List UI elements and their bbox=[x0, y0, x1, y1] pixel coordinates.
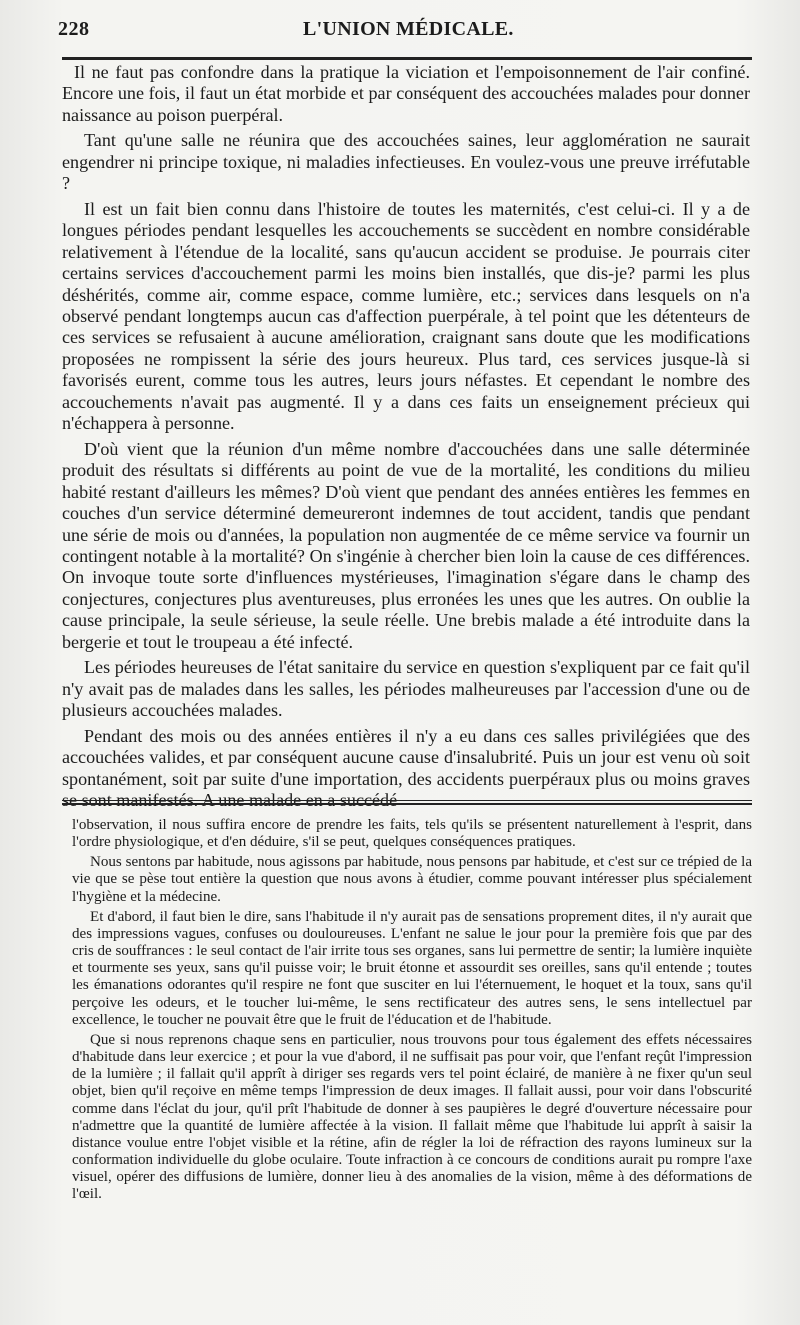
feuilleton-paragraph: l'observation, il nous suffira encore de prendre les faits, tels qu'ils se présentent naturellement à l'esprit, dans l'ordre physiologique, et d'en déduire, s'il se peut, quelques conséquences pratiques. bbox=[72, 817, 752, 851]
main-paragraph: Les périodes heureuses de l'état sanitaire du service en question s'expliquent par ce fait qu'il n'y avait pas de malades dans les salles, les périodes malheureuses par l'accession d'une ou de plusieurs accouchées malades. bbox=[62, 657, 750, 721]
feuilleton-text-block bbox=[72, 817, 752, 1206]
header-rule bbox=[62, 57, 752, 60]
main-paragraph: Il est un fait bien connu dans l'histoire de toutes les maternités, c'est celui-ci. Il y a de longues périodes pendant lesquelles les accouchements se succèdent en nombre considérable relativement à l'étendue de la localité, sans qu'aucun accident se produise. Je pourrais citer certains services d'accouchement parmi les moins bien installés, que dis-je? parmi les plus déshérités, comme air, comme espace, comme lumière, etc.; services dans lesquels on n'a observé pendant longtemps aucun cas d'affection puerpérale, à tel point que les détenteurs de ces services se refusaient à aucune amélioration, craignant sans doute que les modifications proposées ne rompissent la série des jours heureux. Plus tard, ces services jusque-là si favorisés eurent, comme tous les autres, leurs jours néfastes. Et cependant le nombre des accouchements n'avait pas augmenté. Il y a dans ces faits un enseignement précieux qui n'échappera à personne. bbox=[62, 198, 750, 434]
feuilleton-paragraph: Nous sentons par habitude, nous agissons par habitude, nous pensons par habitude, et c'est sur ce trépied de la vie que se pèse tout entière la question que nous avons à étudier, comme pouvant intéresser plus spécialement l'hygiène et la médecine. bbox=[72, 854, 752, 905]
main-paragraph: Tant qu'une salle ne réunira que des accouchées saines, leur agglomération ne saurait engendrer ni principe toxique, ni maladies infectieuses. En voulez-vous une preuve irréfutable ? bbox=[62, 130, 750, 194]
page-header bbox=[58, 18, 748, 46]
page-number: 228 bbox=[58, 18, 90, 40]
feuilleton-rule bbox=[62, 800, 752, 805]
feuilleton-paragraph: Et d'abord, il faut bien le dire, sans l'habitude il n'y aurait pas de sensations proprement dites, il n'y aurait que des impressions vagues, confuses ou douloureuses. L'enfant ne salue le jour pour la première fois que par des cris de souffrances : le seul contact de l'air irrite tous ses organes, sans lui permettre de sentir; la lumière inquiète et tourmente ses yeux, sans qu'il puisse voir; le bruit étonne et assourdit ses oreilles, sans qu'il entende ; toutes les émanations odorantes qu'il respire ne font que susciter en lui l'éternuement, le hoquet et la toux, sans qu'il perçoive les odeurs, et le toucher lui-même, le sens rectificateur des autres sens, le sens intellectuel par excellence, le toucher ne pouvait être que le fruit de l'éducation et de l'habitude. bbox=[72, 908, 752, 1028]
feuilleton-paragraph: Que si nous reprenons chaque sens en particulier, nous trouvons pour tous également des effets nécessaires d'habitude dans leur exercice ; et pour la vue d'abord, il ne suffisait pas pour voir, que l'enfant reçût l'impression de la lumière ; il fallait qu'il apprît à diriger ses regards vers tel point éclairé, de manière à ne fixer qu'un seul objet, bien qu'il reçoive en même temps l'impression de deux images. Il fallait aussi, pour voir dans l'obscurité comme dans l'éclat du jour, qu'il prît l'habitude de donner à ses paupières le degré d'ouverture nécessaire pour n'admettre que la quantité de lumière affectée à la vision. Il fallait même que l'habitude lui apprît à saisir la distance voulue entre l'objet visible et la rétine, afin de régler la loi de réfraction des rayons lumineux sur la conformation individuelle du globe oculaire. Toute infraction à ce concours de conditions aurait pu rompre l'axe visuel, opérer des diffusions de lumière, donner lieu à des anomalies de la vision, même à des déformations de l'œil. bbox=[72, 1031, 752, 1203]
main-paragraph: Il ne faut pas confondre dans la pratique la viciation et l'empoisonnement de l'air confiné. Encore une fois, il faut un état morbide et par conséquent des accouchées malades pour donner naissance au poison puerpéral. bbox=[62, 62, 750, 125]
running-title: L'UNION MÉDICALE. bbox=[303, 18, 514, 40]
main-text-block bbox=[62, 62, 750, 815]
main-paragraph: D'où vient que la réunion d'un même nombre d'accouchées dans une salle déterminée produit des résultats si différents au point de vue de la mortalité, les conditions du milieu habité restant d'ailleurs les mêmes? D'où vient que pendant des années entières les femmes en couches d'un service déterminé demeureront indemnes de tout accident, tandis que pendant une série de mois ou d'années, la population non augmentée de ce même service va fournir un contingent notable à la mortalité? On s'ingénie à chercher bien loin la cause de ces différences. On invoque toute sorte d'influences mystérieuses, l'imagination s'égare dans le champ des conjectures, conjectures plus aventureuses, plus erronées les unes que les autres. On oublie la cause principale, la seule sérieuse, la seule réelle. Une brebis malade a été introduite dans la bergerie et tout le troupeau a été infecté. bbox=[62, 438, 750, 652]
main-paragraph: Pendant des mois ou des années entières il n'y a eu dans ces salles privilégiées que des accouchées valides, et par conséquent aucune cause d'insalubrité. Puis un jour est venu où soit spontanément, soit par suite d'une importation, des accidents puerpéraux plus ou moins graves se sont manifestés. A une malade en a succédé bbox=[62, 725, 750, 810]
